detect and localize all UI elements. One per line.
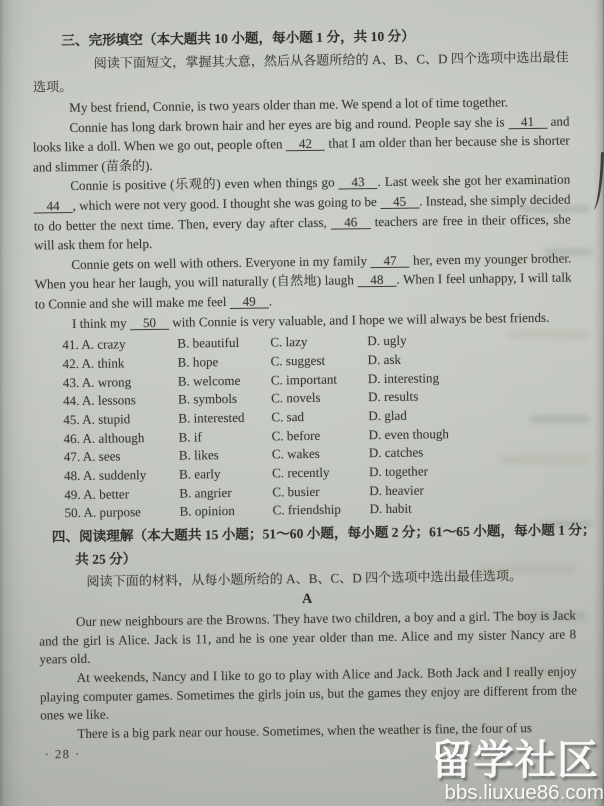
- option-cell: D. catches: [368, 444, 424, 461]
- reading-paragraph: Our new neighbours are the Browns. They have two children, a boy and a girl. The boy is Jack and the girl is Alice. Jack is 11, and he is one year older than me. Alice and my sister Nancy are 8 years old.: [39, 607, 577, 667]
- cloze-blank: 49: [230, 294, 269, 309]
- option-cell: C. important: [270, 371, 338, 387]
- option-cell: 45. A. stupid: [63, 411, 131, 428]
- option-cell: B. early: [178, 466, 221, 482]
- option-cell: D. habit: [369, 501, 412, 517]
- option-cell: 42. A. think: [62, 355, 125, 371]
- cloze-paragraph: My best friend, Connie, is two years older than me. We spend a lot of time together.: [69, 94, 509, 116]
- cloze-paragraph: Connie has long dark brown hair and her eyes are big and round. People say she is 41 and looks like a doll. When we go out, people often 42 that I am older than her because she is shorter and slimmer (苗条的).: [32, 113, 570, 175]
- passage-a-label: A: [302, 592, 313, 608]
- section3-instruction-line2: 选项。: [32, 79, 73, 95]
- option-cell: C. novels: [270, 390, 321, 406]
- option-cell: 41. A. crazy: [62, 336, 126, 353]
- cloze-blank: 48: [357, 273, 396, 288]
- reading-paragraph: At weekends, Nancy and I like to go to play with Alice and Jack. Both Jack and I really enjoy playing computer games. Sometimes the girls join us, but the games they enjoy are different from the ones we like.: [39, 663, 578, 723]
- cloze-blank: 47: [370, 253, 409, 268]
- cloze-passage: [32, 92, 572, 334]
- option-cell: B. likes: [178, 447, 219, 463]
- option-cell: B. interested: [178, 409, 245, 426]
- option-cell: D. ugly: [367, 332, 407, 349]
- page-edge-mark: [593, 152, 604, 210]
- cloze-blank: 44: [33, 199, 72, 214]
- cloze-paragraph: Connie gets on well with others. Everyone in my family 47 her, even my younger brother. When you hear her laugh, you will naturally (自然地) laugh 48 . When I feel unhappy, I will talk to Connie and she will make me feel 49 .: [34, 250, 572, 312]
- option-cell: 50. A. purpose: [64, 504, 142, 521]
- option-cell: 46. A. although: [63, 429, 145, 446]
- option-cell: C. suggest: [270, 352, 326, 369]
- option-cell: 44. A. lessons: [62, 392, 136, 409]
- option-cell: D. even though: [368, 425, 450, 442]
- section4-instruction: 阅读下面的材料，从每小题所给的 A、B、C、D 四个选项中选出最佳选项。: [86, 568, 523, 590]
- option-cell: C. busier: [272, 483, 320, 500]
- cloze-paragraph: Connie is positive (乐观的) even when things go 43 . Last week she got her examination 44 , which were not very good. I thought she was going to be 45 . Instead, she simply decided to do better the next time. Then, every day after class, 46 teachers are free in their offices, she will ask them for help.: [33, 171, 571, 253]
- watermark: [431, 739, 604, 804]
- reading-paragraph: There is a big park near our house. Sometimes, when the weather is fine, the four of us: [77, 719, 533, 741]
- watermark-url: bbs.liuxue86.com: [444, 781, 604, 804]
- option-cell: 43. A. wrong: [62, 373, 132, 390]
- option-cell: D. ask: [367, 351, 402, 367]
- option-cell: 49. A. better: [64, 486, 130, 502]
- cloze-blank: 46: [331, 215, 370, 230]
- option-cell: D. heavier: [369, 482, 424, 498]
- section4-heading-line1: 四、阅读理解（本大题共 15 小题；51～60 小题，每小题 2 分；61～65 小题，每小题 1 分；: [51, 522, 596, 545]
- cloze-blank: 50: [130, 315, 169, 330]
- option-cell: B. welcome: [177, 372, 241, 389]
- option-cell: D. interesting: [367, 369, 440, 386]
- option-cell: C. lazy: [270, 334, 308, 350]
- cloze-paragraph: I think my 50 with Connie is very valuable, and I hope we will always be best friends.: [71, 309, 550, 331]
- section3-heading: 三、完形填空（本大题共 10 小题，每小题 1 分，共 10 分）: [61, 28, 415, 49]
- option-cell: B. opinion: [179, 503, 235, 520]
- option-cell: C. recently: [271, 464, 330, 481]
- option-cell: D. results: [367, 388, 419, 405]
- cloze-blank: 42: [286, 137, 325, 152]
- option-cell: D. glad: [368, 407, 407, 424]
- reading-passage: [39, 607, 578, 744]
- page-number: · 28 ·: [44, 747, 81, 762]
- cloze-blank: 41: [508, 114, 547, 129]
- cloze-blank: 45: [380, 194, 419, 209]
- option-cell: B. beautiful: [177, 334, 240, 351]
- option-cell: B. hope: [177, 353, 219, 370]
- option-cell: C. sad: [271, 408, 305, 425]
- option-cell: B. angrier: [179, 484, 232, 501]
- option-cell: C. friendship: [272, 501, 341, 518]
- section3-instruction-line1: 阅读下面短文，掌握其大意，然后从各题所给的 A、B、C、D 四个选项中选出最佳: [93, 49, 569, 71]
- section4-heading-line2: 共 25 分）: [75, 551, 137, 568]
- option-cell: B. symbols: [177, 391, 238, 407]
- option-cell: C. before: [271, 427, 321, 444]
- option-cell: B. if: [178, 428, 202, 445]
- cloze-blank: 43: [338, 175, 377, 190]
- option-cell: D. together: [368, 463, 429, 480]
- watermark-logo: 留学社区: [431, 737, 599, 783]
- option-cell: C. wakes: [271, 446, 320, 462]
- option-cell: 47. A. sees: [63, 448, 121, 465]
- cloze-options-list: [62, 330, 574, 524]
- option-cell: 48. A. suddenly: [63, 467, 147, 484]
